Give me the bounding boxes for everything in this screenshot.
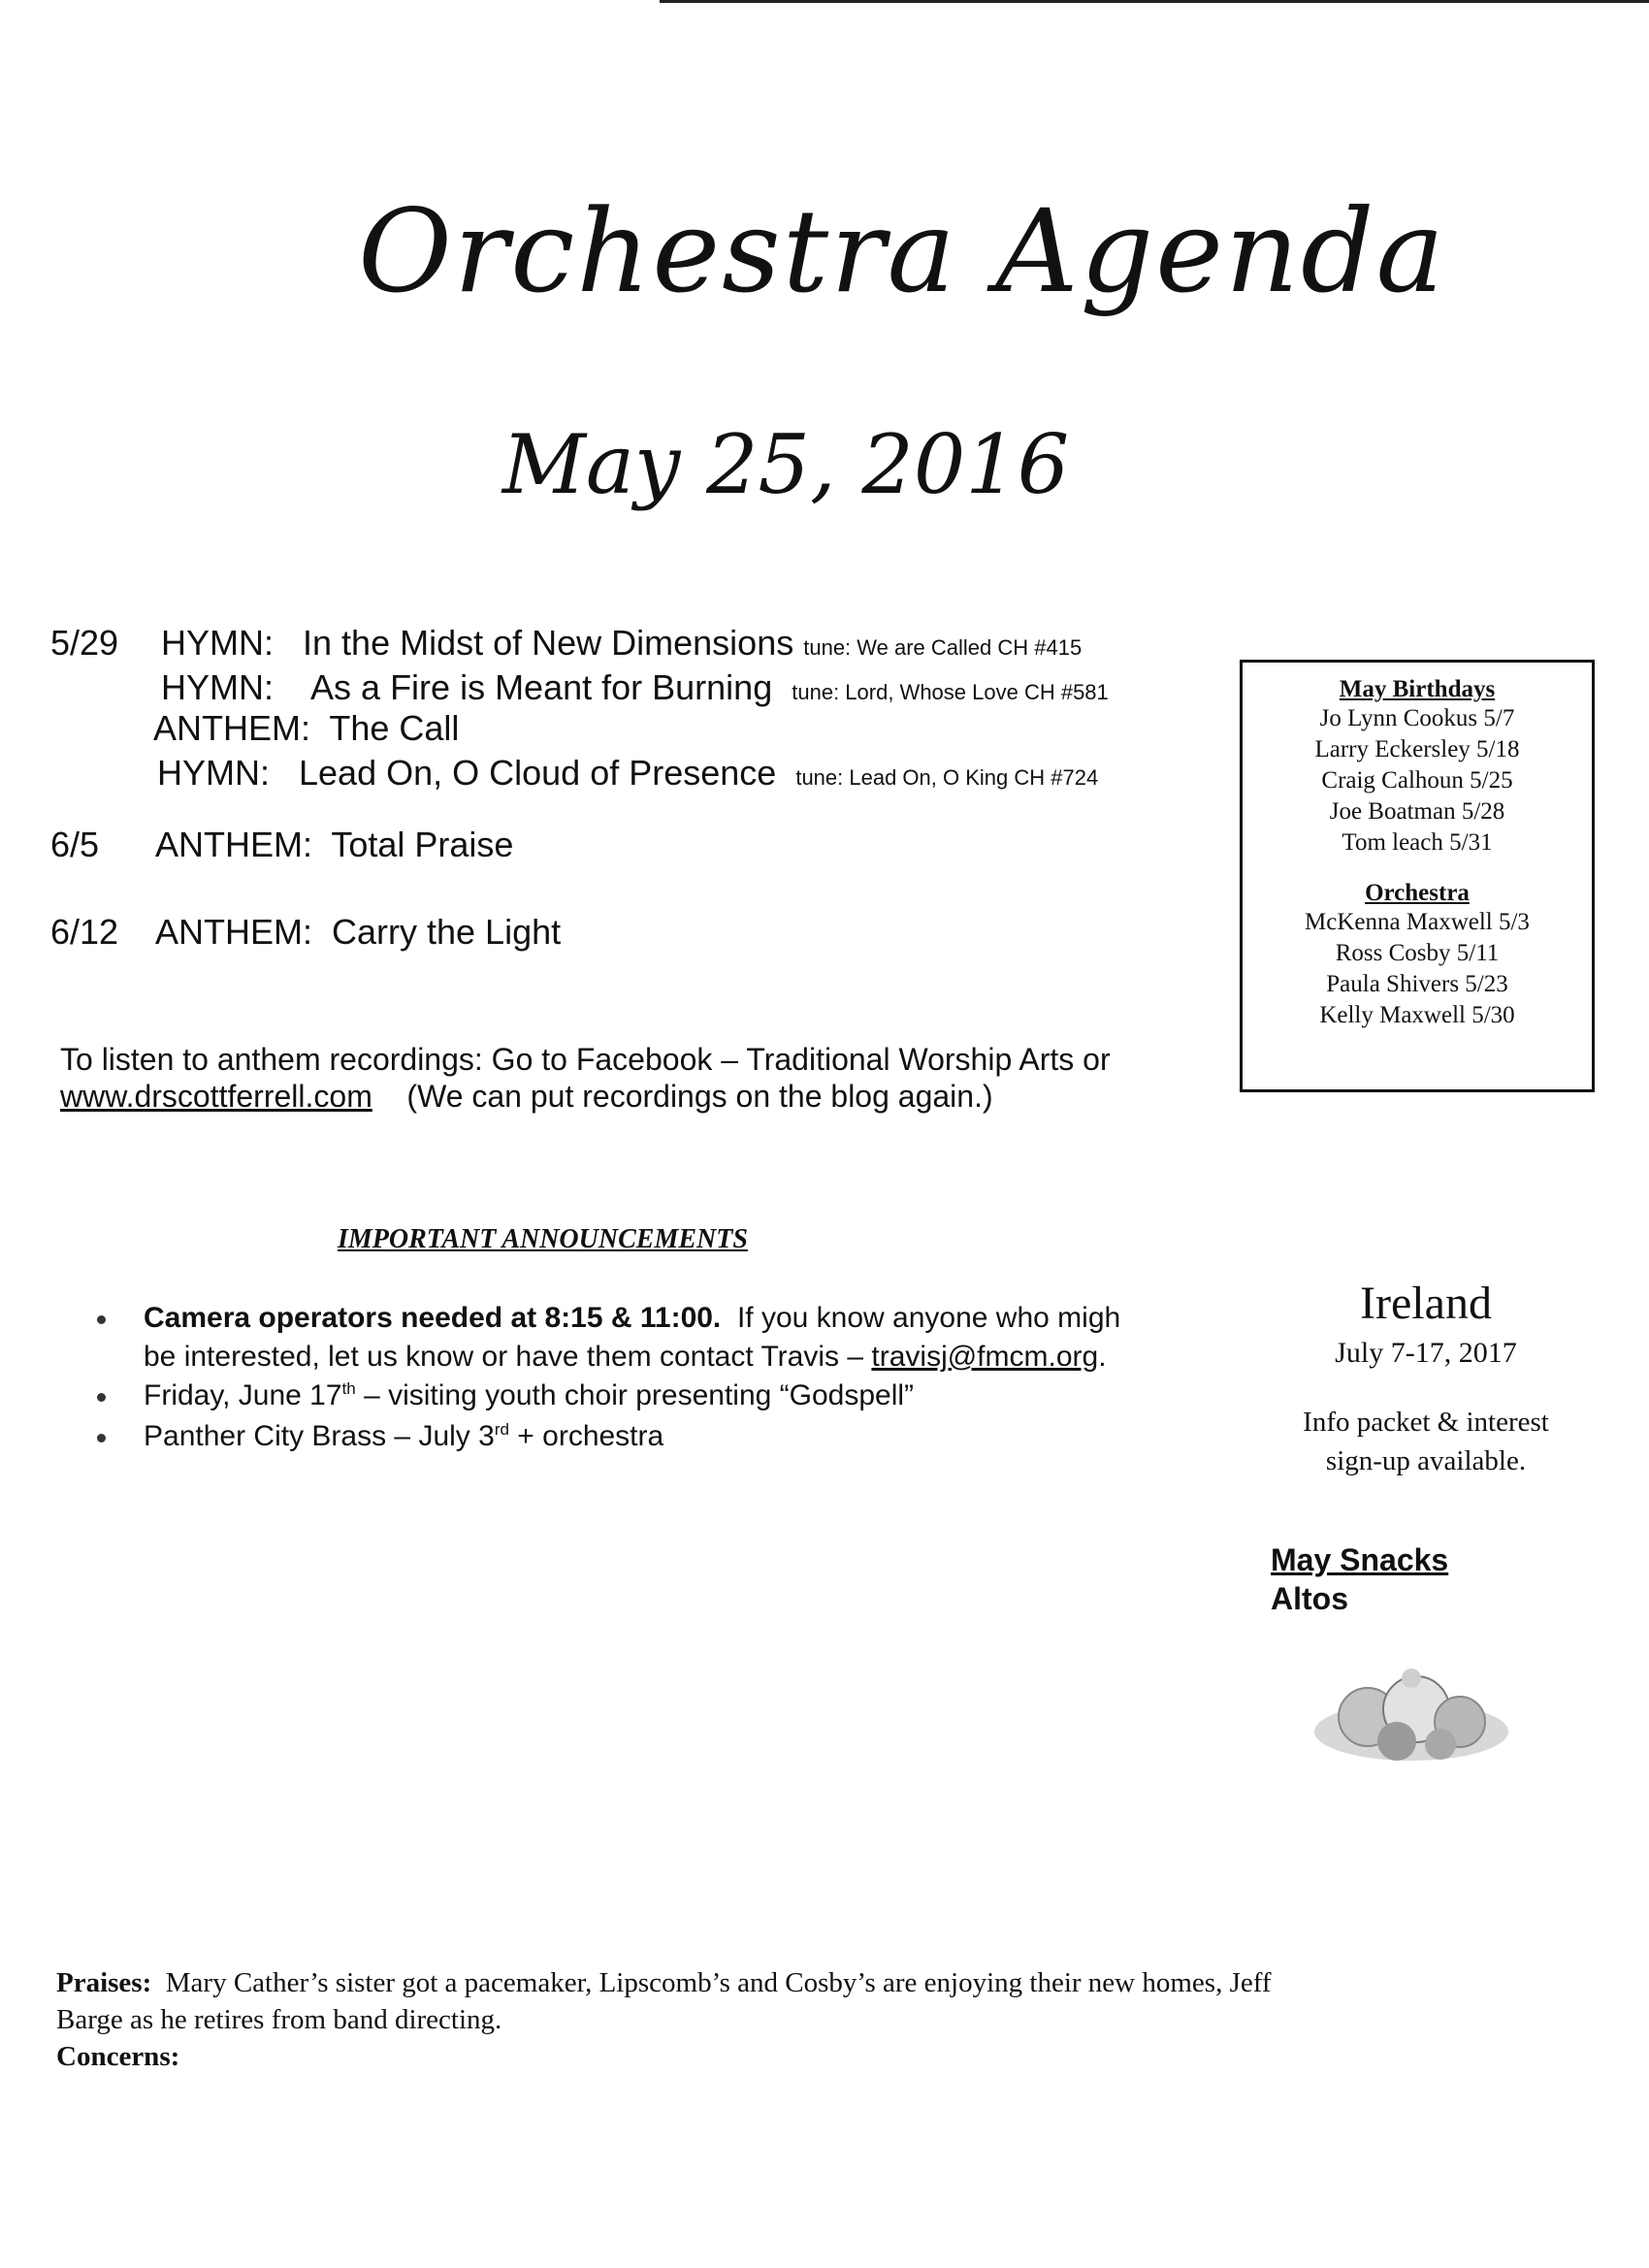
page-title: Orchestra Agenda: [358, 184, 1446, 318]
announcement-item: [144, 1302, 1120, 1335]
ordinal-suffix: th: [341, 1379, 356, 1398]
ordinal-suffix: rd: [494, 1420, 509, 1439]
ireland-dates: July 7-17, 2017: [1335, 1337, 1517, 1369]
announcement-text: If you know anyone who migh: [736, 1302, 1121, 1334]
recordings-line-2: [60, 1079, 993, 1115]
orchestra-birthday-entry: Kelly Maxwell 5/30: [1319, 1002, 1515, 1028]
item-title: Carry the Light: [332, 912, 562, 952]
agenda-date: May 25, 2016: [501, 417, 1070, 512]
announcement-text: be interested, let us know or have them contact Travis –: [144, 1341, 864, 1373]
recordings-line: To listen to anthem recordings: Go to Facebook – Traditional Worship Arts or: [60, 1042, 1111, 1077]
praises-text: Mary Cather’s sister got a pacemaker, Lipscomb’s and Cosby’s are enjoying their new homes, Jeff: [165, 1967, 1272, 1998]
orchestra-birthday-entry: McKenna Maxwell 5/3: [1305, 909, 1530, 935]
announcement-text: – visiting youth choir presenting “Godspell”: [355, 1379, 915, 1411]
item-tune: tune: We are Called CH #415: [803, 635, 1083, 660]
item-title: Total Praise: [331, 825, 514, 864]
item-title: As a Fire is Meant for Burning: [310, 667, 773, 707]
ireland-title: Ireland: [1360, 1278, 1492, 1329]
birthday-entry: Jo Lynn Cookus 5/7: [1319, 705, 1515, 731]
recordings-note: (We can put recordings on the blog again.): [406, 1079, 993, 1114]
announcement-bold: Camera operators needed at 8:15 & 11:00.: [144, 1302, 722, 1334]
praises-text-2: Barge as he retires from band directing.: [56, 2004, 502, 2035]
announcement-text: Panther City Brass – July 3: [144, 1420, 495, 1452]
item-title: The Call: [329, 708, 460, 748]
ireland-info-2: sign-up available.: [1325, 1445, 1527, 1476]
birthdays-box: [1240, 660, 1595, 1092]
snacks-group: Altos: [1271, 1581, 1348, 1616]
bullet-icon: [97, 1393, 106, 1402]
praises-label: Praises:: [56, 1967, 152, 1998]
schedule-date: 5/29: [50, 623, 119, 663]
item-type: ANTHEM:: [155, 825, 312, 864]
birthdays-heading: May Birthdays: [1339, 676, 1496, 702]
snacks-food-icon: [1300, 1639, 1523, 1775]
praises-line: [56, 1967, 1272, 1999]
bullet-icon: [97, 1434, 106, 1442]
birthday-entry: Larry Eckersley 5/18: [1314, 736, 1520, 762]
item-tune: tune: Lead On, O King CH #724: [795, 765, 1099, 790]
schedule-item: [161, 667, 1109, 708]
item-type: HYMN:: [161, 623, 274, 663]
item-type: HYMN:: [157, 753, 270, 793]
announcement-item: [144, 1379, 914, 1412]
bullet-icon: [97, 1315, 106, 1324]
item-title: In the Midst of New Dimensions: [303, 623, 794, 663]
announcement-text: + orchestra: [508, 1420, 664, 1452]
orchestra-birthday-entry: Paula Shivers 5/23: [1326, 971, 1508, 997]
announcement-item-line2: be interested, let us know or have them contact Travis – travisj@fmcm.org.: [144, 1341, 1107, 1373]
schedule-date: 6/5: [50, 825, 100, 864]
item-tune: tune: Lord, Whose Love CH #581: [792, 680, 1109, 704]
birthday-entry: Joe Boatman 5/28: [1329, 798, 1505, 825]
birthday-entry: Craig Calhoun 5/25: [1321, 767, 1513, 794]
email-link[interactable]: travisj@fmcm.org: [871, 1341, 1099, 1373]
announcements-heading: IMPORTANT ANNOUNCEMENTS: [338, 1224, 748, 1254]
concerns-label: Concerns:: [56, 2041, 180, 2072]
snacks-heading: May Snacks: [1271, 1542, 1449, 1577]
schedule-item: [155, 825, 513, 865]
website-link[interactable]: www.drscottferrell.com: [60, 1079, 372, 1114]
top-border-line: [660, 0, 1649, 3]
schedule-date: 6/12: [50, 912, 119, 952]
item-title: Lead On, O Cloud of Presence: [299, 753, 777, 793]
schedule-item: [153, 708, 459, 749]
orchestra-birthday-entry: Ross Cosby 5/11: [1335, 940, 1500, 966]
schedule-item: [157, 753, 1098, 794]
birthday-entry: Tom leach 5/31: [1342, 829, 1493, 856]
ireland-info: Info packet & interest: [1303, 1407, 1549, 1438]
item-type: ANTHEM:: [153, 708, 310, 748]
announcement-text: Friday, June 17: [144, 1379, 342, 1411]
announcement-item: [144, 1420, 663, 1453]
item-type: HYMN:: [161, 667, 274, 707]
schedule-item: [161, 623, 1082, 664]
orchestra-heading: Orchestra: [1365, 880, 1470, 906]
item-type: ANTHEM:: [155, 912, 312, 952]
schedule-item: [155, 912, 561, 953]
